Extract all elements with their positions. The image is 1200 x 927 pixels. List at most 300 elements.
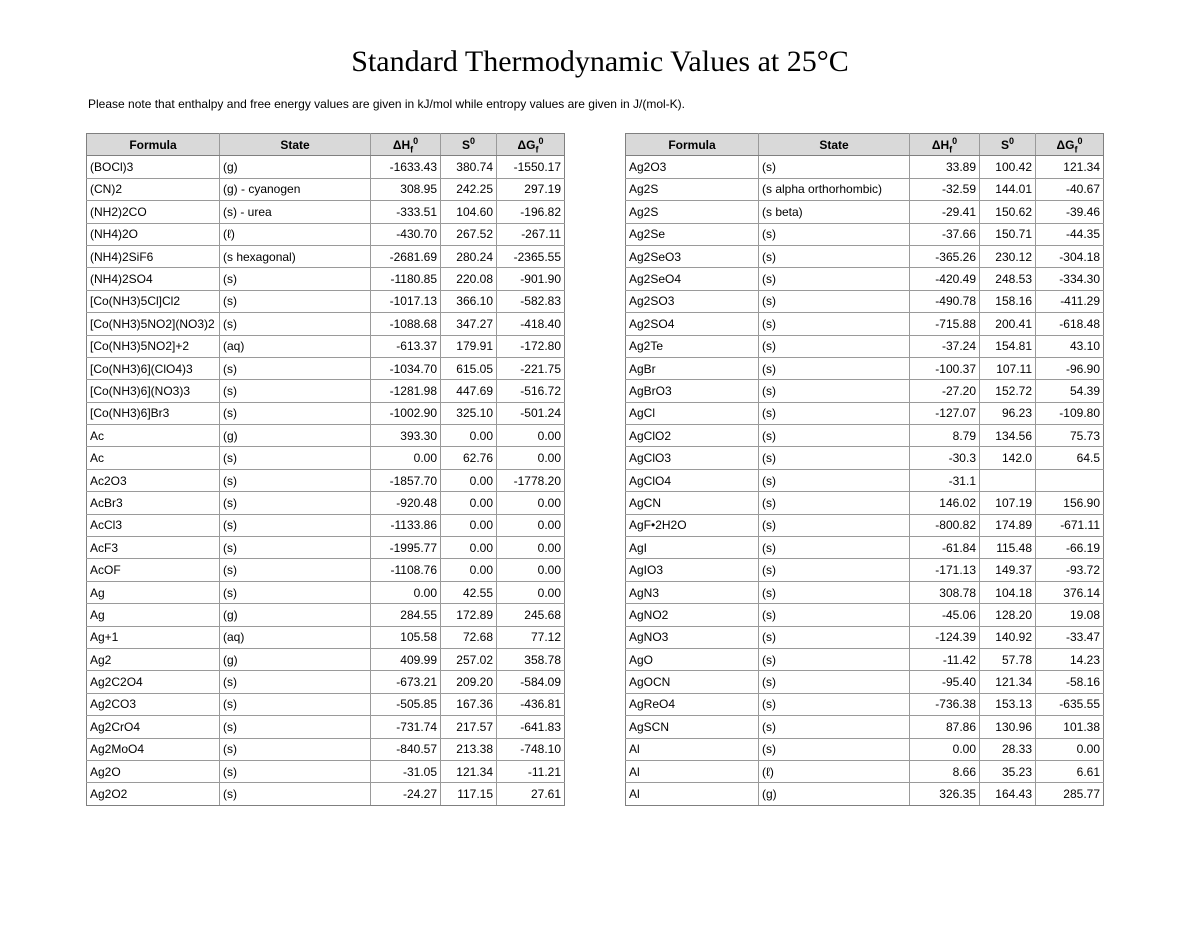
formula-cell: AcCl3: [87, 514, 220, 536]
free-energy-cell: 0.00: [497, 581, 565, 603]
table-row: [626, 178, 1104, 200]
enthalpy-cell: 326.35: [910, 783, 980, 805]
header-free-energy: $\Delta G_f^0$: [497, 134, 565, 156]
free-energy-cell: 0.00: [1036, 738, 1104, 760]
table-row: [87, 156, 565, 178]
enthalpy-cell: -1034.70: [371, 357, 441, 379]
state-cell: (g): [220, 156, 371, 178]
enthalpy-cell: -715.88: [910, 313, 980, 335]
state-cell: (s): [759, 268, 910, 290]
table-row: [87, 245, 565, 267]
state-cell: (s): [759, 537, 910, 559]
formula-cell: Ag2C2O4: [87, 671, 220, 693]
thermo-table-left: [86, 133, 565, 806]
table-header-row: [626, 134, 1104, 156]
enthalpy-cell: -736.38: [910, 693, 980, 715]
header-formula: Formula: [87, 134, 220, 156]
free-energy-cell: -1550.17: [497, 156, 565, 178]
header-free-energy: $\Delta G_f^0$: [1036, 134, 1104, 156]
entropy-cell: 380.74: [441, 156, 497, 178]
table-row: [87, 604, 565, 626]
state-cell: (s): [759, 447, 910, 469]
free-energy-cell: -304.18: [1036, 245, 1104, 267]
formula-cell: AgIO3: [626, 559, 759, 581]
table-row: [87, 626, 565, 648]
table-row: [626, 492, 1104, 514]
state-cell: (ℓ): [759, 760, 910, 782]
table-row: [626, 581, 1104, 603]
entropy-cell: 150.71: [980, 223, 1036, 245]
state-cell: (s): [220, 559, 371, 581]
free-energy-cell: 0.00: [497, 559, 565, 581]
enthalpy-cell: -127.07: [910, 402, 980, 424]
table-row: [87, 760, 565, 782]
entropy-cell: 57.78: [980, 648, 1036, 670]
formula-cell: Ac2O3: [87, 469, 220, 491]
free-energy-cell: -2365.55: [497, 245, 565, 267]
formula-cell: Ag2O: [87, 760, 220, 782]
entropy-cell: 248.53: [980, 268, 1036, 290]
table-row: [626, 559, 1104, 581]
entropy-cell: 0.00: [441, 425, 497, 447]
table-row: [626, 738, 1104, 760]
enthalpy-cell: 0.00: [371, 581, 441, 603]
entropy-cell: 142.0: [980, 447, 1036, 469]
free-energy-cell: 27.61: [497, 783, 565, 805]
entropy-cell: 164.43: [980, 783, 1036, 805]
free-energy-cell: 0.00: [497, 514, 565, 536]
table-row: [626, 268, 1104, 290]
state-cell: (s): [759, 335, 910, 357]
enthalpy-cell: -1002.90: [371, 402, 441, 424]
table-row: [626, 514, 1104, 536]
table-row: [626, 626, 1104, 648]
table-row: [626, 716, 1104, 738]
entropy-cell: 107.11: [980, 357, 1036, 379]
formula-cell: Ag2: [87, 648, 220, 670]
enthalpy-cell: 308.95: [371, 178, 441, 200]
state-cell: (s): [759, 514, 910, 536]
enthalpy-cell: -673.21: [371, 671, 441, 693]
enthalpy-cell: -920.48: [371, 492, 441, 514]
entropy-cell: 62.76: [441, 447, 497, 469]
table-row: [626, 313, 1104, 335]
free-energy-cell: -641.83: [497, 716, 565, 738]
state-cell: (s): [759, 671, 910, 693]
entropy-cell: 217.57: [441, 716, 497, 738]
free-energy-cell: -44.35: [1036, 223, 1104, 245]
table-row: [87, 514, 565, 536]
table-row: [626, 156, 1104, 178]
enthalpy-cell: 284.55: [371, 604, 441, 626]
state-cell: (s): [759, 469, 910, 491]
enthalpy-cell: -505.85: [371, 693, 441, 715]
entropy-cell: 167.36: [441, 693, 497, 715]
table-row: [87, 648, 565, 670]
formula-cell: (NH4)2O: [87, 223, 220, 245]
formula-cell: (NH4)2SiF6: [87, 245, 220, 267]
state-cell: (s): [220, 313, 371, 335]
state-cell: (s): [220, 357, 371, 379]
free-energy-cell: -584.09: [497, 671, 565, 693]
state-cell: (s) - urea: [220, 201, 371, 223]
state-cell: (s): [220, 783, 371, 805]
state-cell: (s): [220, 671, 371, 693]
state-cell: (s): [759, 290, 910, 312]
entropy-cell: 0.00: [441, 537, 497, 559]
entropy-cell: 42.55: [441, 581, 497, 603]
enthalpy-cell: -24.27: [371, 783, 441, 805]
entropy-cell: 0.00: [441, 469, 497, 491]
free-energy-cell: 14.23: [1036, 648, 1104, 670]
free-energy-cell: -93.72: [1036, 559, 1104, 581]
enthalpy-cell: -32.59: [910, 178, 980, 200]
table-row: [87, 357, 565, 379]
entropy-cell: 280.24: [441, 245, 497, 267]
free-energy-cell: -748.10: [497, 738, 565, 760]
formula-cell: Al: [626, 760, 759, 782]
table-row: [87, 581, 565, 603]
table-row: [87, 783, 565, 805]
formula-cell: AgF•2H2O: [626, 514, 759, 536]
table-row: [626, 245, 1104, 267]
enthalpy-cell: 393.30: [371, 425, 441, 447]
table-row: [87, 268, 565, 290]
entropy-cell: 149.37: [980, 559, 1036, 581]
entropy-cell: 0.00: [441, 514, 497, 536]
free-energy-cell: -516.72: [497, 380, 565, 402]
formula-cell: (CN)2: [87, 178, 220, 200]
formula-cell: Ag2SeO3: [626, 245, 759, 267]
formula-cell: [Co(NH3)6]Br3: [87, 402, 220, 424]
enthalpy-cell: -731.74: [371, 716, 441, 738]
free-energy-cell: -33.47: [1036, 626, 1104, 648]
formula-cell: Ag2S: [626, 178, 759, 200]
free-energy-cell: -109.80: [1036, 402, 1104, 424]
free-energy-cell: 156.90: [1036, 492, 1104, 514]
enthalpy-cell: -365.26: [910, 245, 980, 267]
state-cell: (g): [220, 604, 371, 626]
free-energy-cell: -40.67: [1036, 178, 1104, 200]
free-energy-cell: 43.10: [1036, 335, 1104, 357]
enthalpy-cell: -430.70: [371, 223, 441, 245]
state-cell: (s): [759, 693, 910, 715]
enthalpy-cell: -30.3: [910, 447, 980, 469]
state-cell: (s): [220, 268, 371, 290]
free-energy-cell: 101.38: [1036, 716, 1104, 738]
table-row: [626, 402, 1104, 424]
state-cell: (s): [759, 425, 910, 447]
free-energy-cell: [1036, 469, 1104, 491]
free-energy-cell: 19.08: [1036, 604, 1104, 626]
formula-cell: AcBr3: [87, 492, 220, 514]
enthalpy-cell: 146.02: [910, 492, 980, 514]
enthalpy-cell: -100.37: [910, 357, 980, 379]
enthalpy-cell: -490.78: [910, 290, 980, 312]
state-cell: (s): [759, 604, 910, 626]
state-cell: (s): [759, 357, 910, 379]
state-cell: (s): [759, 581, 910, 603]
enthalpy-cell: -95.40: [910, 671, 980, 693]
units-note: Please note that enthalpy and free energy values are given in kJ/mol while entropy values are given in J/(mol-K).: [88, 97, 685, 111]
formula-cell: Ac: [87, 425, 220, 447]
enthalpy-cell: -1180.85: [371, 268, 441, 290]
entropy-cell: 72.68: [441, 626, 497, 648]
free-energy-cell: -334.30: [1036, 268, 1104, 290]
enthalpy-cell: -1633.43: [371, 156, 441, 178]
free-energy-cell: 376.14: [1036, 581, 1104, 603]
free-energy-cell: 121.34: [1036, 156, 1104, 178]
table-row: [626, 380, 1104, 402]
table-row: [87, 290, 565, 312]
enthalpy-cell: -1133.86: [371, 514, 441, 536]
table-row: [87, 335, 565, 357]
formula-cell: AgSCN: [626, 716, 759, 738]
enthalpy-cell: -124.39: [910, 626, 980, 648]
formula-cell: Ag2CrO4: [87, 716, 220, 738]
table-row: [87, 537, 565, 559]
entropy-cell: 325.10: [441, 402, 497, 424]
state-cell: (s): [759, 245, 910, 267]
page-title: Standard Thermodynamic Values at 25°C: [351, 45, 849, 78]
entropy-cell: 174.89: [980, 514, 1036, 536]
formula-cell: Al: [626, 738, 759, 760]
formula-cell: Ag+1: [87, 626, 220, 648]
enthalpy-cell: -800.82: [910, 514, 980, 536]
formula-cell: Ag2Se: [626, 223, 759, 245]
table-row: [87, 313, 565, 335]
free-energy-cell: -96.90: [1036, 357, 1104, 379]
table-row: [626, 648, 1104, 670]
free-energy-cell: -501.24: [497, 402, 565, 424]
entropy-cell: 220.08: [441, 268, 497, 290]
enthalpy-cell: -27.20: [910, 380, 980, 402]
state-cell: (s): [759, 626, 910, 648]
enthalpy-cell: -1088.68: [371, 313, 441, 335]
entropy-cell: 121.34: [980, 671, 1036, 693]
enthalpy-cell: -1281.98: [371, 380, 441, 402]
table-row: [626, 335, 1104, 357]
table-row: [87, 425, 565, 447]
free-energy-cell: 358.78: [497, 648, 565, 670]
formula-cell: Ag2SO3: [626, 290, 759, 312]
state-cell: (s): [220, 693, 371, 715]
free-energy-cell: -66.19: [1036, 537, 1104, 559]
free-energy-cell: -582.83: [497, 290, 565, 312]
table-header-row: [87, 134, 565, 156]
enthalpy-cell: -61.84: [910, 537, 980, 559]
enthalpy-cell: 8.79: [910, 425, 980, 447]
entropy-cell: 158.16: [980, 290, 1036, 312]
entropy-cell: 154.81: [980, 335, 1036, 357]
state-cell: (s): [220, 290, 371, 312]
table-row: [87, 223, 565, 245]
entropy-cell: 257.02: [441, 648, 497, 670]
free-energy-cell: -172.80: [497, 335, 565, 357]
state-cell: (s): [220, 514, 371, 536]
table-row: [626, 693, 1104, 715]
header-entropy: $S^0$: [441, 134, 497, 156]
formula-cell: [Co(NH3)5NO2]+2: [87, 335, 220, 357]
entropy-cell: 144.01: [980, 178, 1036, 200]
table-row: [626, 469, 1104, 491]
entropy-cell: 209.20: [441, 671, 497, 693]
table-row: [626, 671, 1104, 693]
enthalpy-cell: -31.05: [371, 760, 441, 782]
formula-cell: AgReO4: [626, 693, 759, 715]
entropy-cell: 100.42: [980, 156, 1036, 178]
entropy-cell: 172.89: [441, 604, 497, 626]
state-cell: (s): [220, 402, 371, 424]
free-energy-cell: 54.39: [1036, 380, 1104, 402]
thermo-table-right: [625, 133, 1104, 806]
enthalpy-cell: 0.00: [371, 447, 441, 469]
enthalpy-cell: 33.89: [910, 156, 980, 178]
enthalpy-cell: 0.00: [910, 738, 980, 760]
enthalpy-cell: -37.66: [910, 223, 980, 245]
entropy-cell: [980, 469, 1036, 491]
entropy-cell: 96.23: [980, 402, 1036, 424]
header-state: State: [220, 134, 371, 156]
state-cell: (s): [759, 716, 910, 738]
free-energy-cell: -1778.20: [497, 469, 565, 491]
formula-cell: Ag2O3: [626, 156, 759, 178]
table-row: [87, 716, 565, 738]
header-enthalpy: $\Delta H_f^0$: [910, 134, 980, 156]
formula-cell: AgBrO3: [626, 380, 759, 402]
free-energy-cell: -39.46: [1036, 201, 1104, 223]
enthalpy-cell: 8.66: [910, 760, 980, 782]
entropy-cell: 153.13: [980, 693, 1036, 715]
table-row: [87, 671, 565, 693]
state-cell: (s): [759, 648, 910, 670]
formula-cell: Ag2SO4: [626, 313, 759, 335]
formula-cell: AgBr: [626, 357, 759, 379]
enthalpy-cell: -171.13: [910, 559, 980, 581]
formula-cell: (NH4)2SO4: [87, 268, 220, 290]
formula-cell: AgNO3: [626, 626, 759, 648]
enthalpy-cell: 105.58: [371, 626, 441, 648]
formula-cell: Ag2S: [626, 201, 759, 223]
entropy-cell: 130.96: [980, 716, 1036, 738]
state-cell: (s): [220, 492, 371, 514]
formula-cell: AgClO2: [626, 425, 759, 447]
formula-cell: Ag2CO3: [87, 693, 220, 715]
state-cell: (g): [759, 783, 910, 805]
table-row: [87, 738, 565, 760]
table-row: [626, 201, 1104, 223]
header-entropy: $S^0$: [980, 134, 1036, 156]
table-row: [87, 559, 565, 581]
state-cell: (aq): [220, 626, 371, 648]
state-cell: (s): [220, 581, 371, 603]
table-row: [626, 760, 1104, 782]
formula-cell: Ag2MoO4: [87, 738, 220, 760]
free-energy-cell: 64.5: [1036, 447, 1104, 469]
free-energy-cell: 0.00: [497, 425, 565, 447]
enthalpy-cell: -11.42: [910, 648, 980, 670]
enthalpy-cell: -29.41: [910, 201, 980, 223]
table-row: [626, 447, 1104, 469]
state-cell: (g): [220, 648, 371, 670]
entropy-cell: 0.00: [441, 559, 497, 581]
enthalpy-cell: -1995.77: [371, 537, 441, 559]
free-energy-cell: 285.77: [1036, 783, 1104, 805]
free-energy-cell: 77.12: [497, 626, 565, 648]
table-row: [87, 693, 565, 715]
entropy-cell: 200.41: [980, 313, 1036, 335]
table-row: [87, 380, 565, 402]
entropy-cell: 366.10: [441, 290, 497, 312]
state-cell: (s): [759, 559, 910, 581]
state-cell: (s): [220, 469, 371, 491]
state-cell: (s): [220, 537, 371, 559]
table-row: [626, 783, 1104, 805]
header-enthalpy: $\Delta H_f^0$: [371, 134, 441, 156]
formula-cell: [Co(NH3)6](NO3)3: [87, 380, 220, 402]
entropy-cell: 242.25: [441, 178, 497, 200]
entropy-cell: 117.15: [441, 783, 497, 805]
free-energy-cell: -411.29: [1036, 290, 1104, 312]
entropy-cell: 213.38: [441, 738, 497, 760]
state-cell: (aq): [220, 335, 371, 357]
formula-cell: Al: [626, 783, 759, 805]
table-row: [626, 425, 1104, 447]
formula-cell: AgOCN: [626, 671, 759, 693]
enthalpy-cell: 308.78: [910, 581, 980, 603]
state-cell: (s beta): [759, 201, 910, 223]
formula-cell: AcF3: [87, 537, 220, 559]
formula-cell: AcOF: [87, 559, 220, 581]
table-row: [87, 469, 565, 491]
state-cell: (s): [220, 447, 371, 469]
formula-cell: AgCl: [626, 402, 759, 424]
formula-cell: [Co(NH3)6](ClO4)3: [87, 357, 220, 379]
state-cell: (s): [759, 223, 910, 245]
formula-cell: AgN3: [626, 581, 759, 603]
free-energy-cell: -221.75: [497, 357, 565, 379]
enthalpy-cell: -1108.76: [371, 559, 441, 581]
free-energy-cell: -196.82: [497, 201, 565, 223]
table-row: [626, 223, 1104, 245]
enthalpy-cell: -2681.69: [371, 245, 441, 267]
free-energy-cell: -436.81: [497, 693, 565, 715]
formula-cell: (NH2)2CO: [87, 201, 220, 223]
enthalpy-cell: -37.24: [910, 335, 980, 357]
entropy-cell: 267.52: [441, 223, 497, 245]
enthalpy-cell: -840.57: [371, 738, 441, 760]
entropy-cell: 104.60: [441, 201, 497, 223]
table-row: [626, 604, 1104, 626]
state-cell: (s): [759, 738, 910, 760]
enthalpy-cell: -420.49: [910, 268, 980, 290]
enthalpy-cell: -1017.13: [371, 290, 441, 312]
state-cell: (ℓ): [220, 223, 371, 245]
enthalpy-cell: 409.99: [371, 648, 441, 670]
enthalpy-cell: -31.1: [910, 469, 980, 491]
formula-cell: AgCN: [626, 492, 759, 514]
state-cell: (s): [759, 313, 910, 335]
state-cell: (s): [759, 156, 910, 178]
table-row: [87, 402, 565, 424]
formula-cell: AgClO3: [626, 447, 759, 469]
entropy-cell: 230.12: [980, 245, 1036, 267]
table-row: [87, 447, 565, 469]
formula-cell: Ag2Te: [626, 335, 759, 357]
free-energy-cell: -635.55: [1036, 693, 1104, 715]
formula-cell: Ag: [87, 604, 220, 626]
entropy-cell: 121.34: [441, 760, 497, 782]
